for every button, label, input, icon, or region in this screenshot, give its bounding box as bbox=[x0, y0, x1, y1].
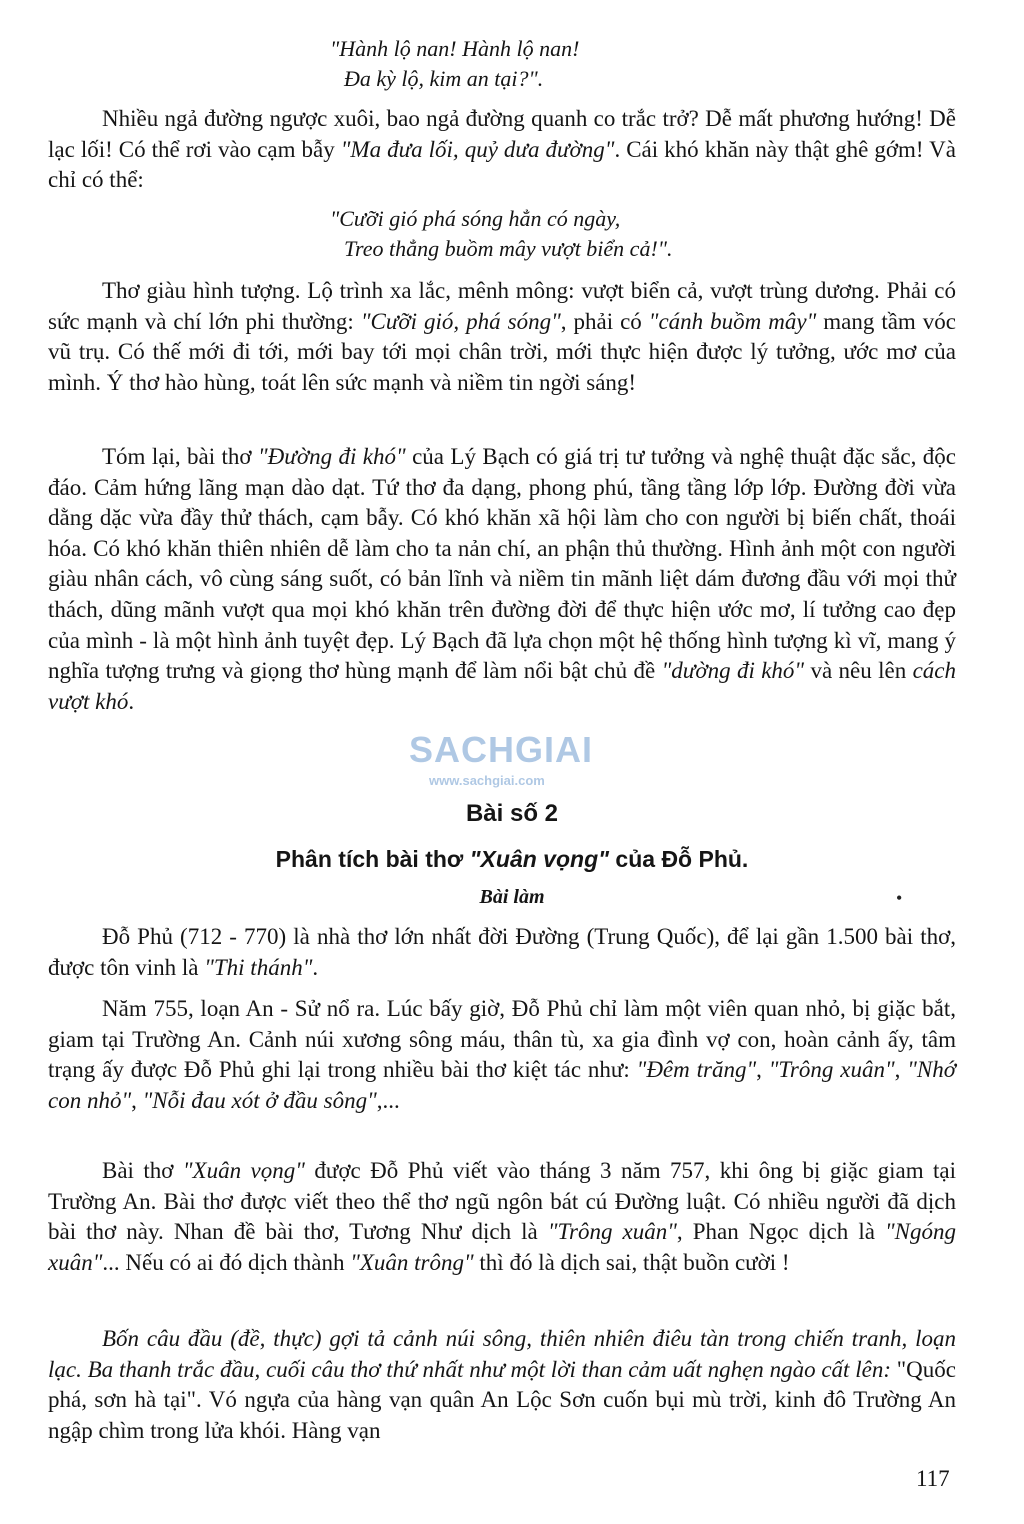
poem-line-2: Đa kỳ lộ, kim an tại?". bbox=[344, 66, 544, 91]
para6-text-3: , Phan Ngọc dịch là bbox=[676, 1219, 886, 1245]
para6-text-5: thì đó là dịch sai, thật buồn cười ! bbox=[473, 1249, 790, 1275]
para6-text-1: Bài thơ bbox=[102, 1158, 183, 1183]
para5-text-2: ,... bbox=[376, 1087, 400, 1113]
para5-sep-1: , bbox=[756, 1057, 769, 1083]
page-number: 117 bbox=[916, 1466, 950, 1491]
para6-quote-3: "Ngóng xuân" bbox=[48, 1219, 957, 1275]
section-prompt bbox=[0, 846, 1024, 873]
para3-text-4: . bbox=[128, 688, 135, 714]
poem-line-1: "Hành lộ nan! Hành lộ nan! bbox=[330, 36, 580, 61]
para2-quote-1: "Cưỡi gió, phá sóng" bbox=[360, 308, 561, 334]
para2-text-3: mang tầm vóc vũ trụ. Có thế mới đi tới, mới bay tới mọi chân trời, mới thực hiện được lý tưởng, ước mơ của mình. Ý thơ hào hùng, toát lên sức mạnh và niềm tin ngời sáng! bbox=[48, 308, 957, 395]
para6-quote-2: "Trông xuân" bbox=[547, 1219, 677, 1245]
para1-quote: "Ma đưa lối, quỷ dưa đường" bbox=[340, 136, 615, 162]
para2-text-1: Thơ giàu hình tượng. Lộ trình xa lắc, mênh mông: vượt biển cả, vượt trùng dương. Phải có sức mạnh và chí lớn phi thường: bbox=[48, 278, 956, 334]
paragraph-5 bbox=[48, 994, 956, 1116]
para6-quote-1: "Xuân vọng" bbox=[182, 1158, 305, 1183]
para7-text-1: . Vó ngựa của hàng vạn quân An Lộc Sơn cuốn bụi mù trời, kinh đô Trường An ngập chìm trong lửa khói. Hàng vạn bbox=[48, 1387, 956, 1443]
para5-quote-1: "Đêm trăng" bbox=[636, 1057, 757, 1083]
para6-quote-4: "Xuân trông" bbox=[350, 1249, 474, 1275]
para6-text-2: được Đỗ Phủ viết vào tháng 3 năm 757, khi ông bị giặc giam tại Trường An. Bài thơ được viết theo thể thơ ngũ ngôn bát cú Đường luật. Có nhiều người đã dịch bài thơ này. Nhan đề bài thơ, Tương Như dịch là bbox=[48, 1158, 957, 1245]
prompt-text-1: Phân tích bài thơ bbox=[275, 846, 470, 872]
para2-quote-2: "cánh buồm mây" bbox=[648, 308, 817, 334]
para4-text-2: . bbox=[312, 954, 319, 980]
section-subtitle: Bài làm bbox=[479, 886, 545, 908]
para3-quote-3: cách vượt khó bbox=[48, 658, 956, 714]
para7-italic: Bốn câu đầu (đề, thực) gợi tả cảnh núi sông, thiên nhiên điêu tàn trong chiến tranh, loạn lạc. Ba thanh trắc đầu, cuối câu thơ thứ nhất như một lời than cảm uất nghẹn ngào cất lên: bbox=[48, 1326, 956, 1382]
para5-quote-3: "Nhớ con nhỏ" bbox=[48, 1057, 957, 1113]
paragraph-1 bbox=[48, 104, 956, 196]
section-title: Bài số 2 bbox=[465, 800, 559, 827]
para3-quote-1: "Đường đi khó" bbox=[258, 444, 406, 469]
watermark-url: www.sachgiai.com bbox=[429, 773, 545, 788]
para1-text: Nhiều ngả đường ngược xuôi, bao ngả đường quanh co trắc trở? Dễ mất phương hướng! Dễ lạc lối! Có thể rơi vào cạm bẫy bbox=[48, 106, 956, 162]
para3-text-1: Tóm lại, bài thơ bbox=[102, 444, 258, 469]
para4-text-1: Đỗ Phủ (712 - 770) là nhà thơ lớn nhất đời Đường (Trung Quốc), để lại gần 1.500 bài thơ, được tôn vinh là bbox=[48, 924, 956, 980]
sachgiai-watermark bbox=[405, 715, 630, 805]
scan-dot-mark: • bbox=[896, 888, 903, 908]
prompt-quote: "Xuân vọng" bbox=[469, 846, 610, 872]
para5-text-1: Năm 755, loạn An - Sử nổ ra. Lúc bấy giờ, Đỗ Phủ chỉ làm một viên quan nhỏ, bị giặc bắt, giam tại Trường An. Cảnh núi xương sông máu, thân tù, xa gia đình vợ con, hoàn cảnh ấy, tâm trạng ấy được Đỗ Phủ ghi lại trong nhiều bài thơ kiệt tác như: bbox=[48, 996, 956, 1083]
para5-quote-2: "Trông xuân" bbox=[768, 1057, 895, 1083]
para6-text-4: ... Nếu có ai đó dịch thành bbox=[102, 1249, 351, 1275]
para2-text-2: , phải có bbox=[560, 308, 649, 334]
paragraph-7 bbox=[48, 1324, 956, 1446]
paragraph-4 bbox=[48, 922, 956, 983]
paragraph-3 bbox=[48, 442, 956, 717]
para3-text-2: của Lý Bạch có giá trị tư tưởng và nghệ thuật đặc sắc, độc đáo. Cảm hứng lãng mạn dào dạt. Tứ thơ đa dạng, phong phú, tầng tầng lớp lớp. Đường đời vừa dằng dặc vừa đầy thử thách, cạm bẫy. Có khó khăn xã hội làm cho con người bị biến chất, thoái hóa. Có khó khăn thiên nhiên dễ làm cho ta nản chí, an phận thủ thường. Hình ảnh một con người giàu nhân cách, vô cùng sáng suốt, có bản lĩnh và niềm tin mãnh liệt dám đương đầu với mọi thử thách, dũng mãnh vượt qua mọi khó khăn trên đường đời để thực hiện ước mơ, lí tưởng cao đẹp của mình - là một hình ảnh tuyệt đẹp. Lý Bạch đã lựa chọn một hệ thống hình tượng kì vĩ, mang ý nghĩa tượng trưng và giọng thơ hùng mạnh để làm nổi bật chủ đề bbox=[48, 444, 956, 684]
poem-line-3: "Cưỡi gió phá sóng hẳn có ngày, bbox=[330, 206, 621, 231]
paragraph-6 bbox=[48, 1156, 956, 1278]
para5-quote-4: "Nỗi đau xót ở đầu sông" bbox=[142, 1087, 377, 1113]
para3-text-3: và nêu lên bbox=[804, 658, 913, 684]
para3-quote-2: "dường đi khó" bbox=[661, 658, 805, 684]
para1-text-end: . Cái khó khăn này thật ghê gớm! Và chỉ có thể: bbox=[48, 136, 956, 193]
para5-sep-2: , bbox=[894, 1057, 908, 1083]
para4-quote-1: "Thi thánh" bbox=[204, 954, 313, 980]
prompt-text-2: của Đỗ Phủ. bbox=[609, 846, 749, 872]
paragraph-2 bbox=[48, 276, 956, 398]
watermark-logo-text: SACHGIAI bbox=[409, 729, 594, 770]
poem-line-4: Treo thẳng buồm mây vượt biển cả!". bbox=[344, 236, 673, 261]
para5-sep-3: , bbox=[131, 1087, 143, 1113]
para7-quote-1: "Quốc phá, sơn hà tại" bbox=[48, 1356, 956, 1413]
